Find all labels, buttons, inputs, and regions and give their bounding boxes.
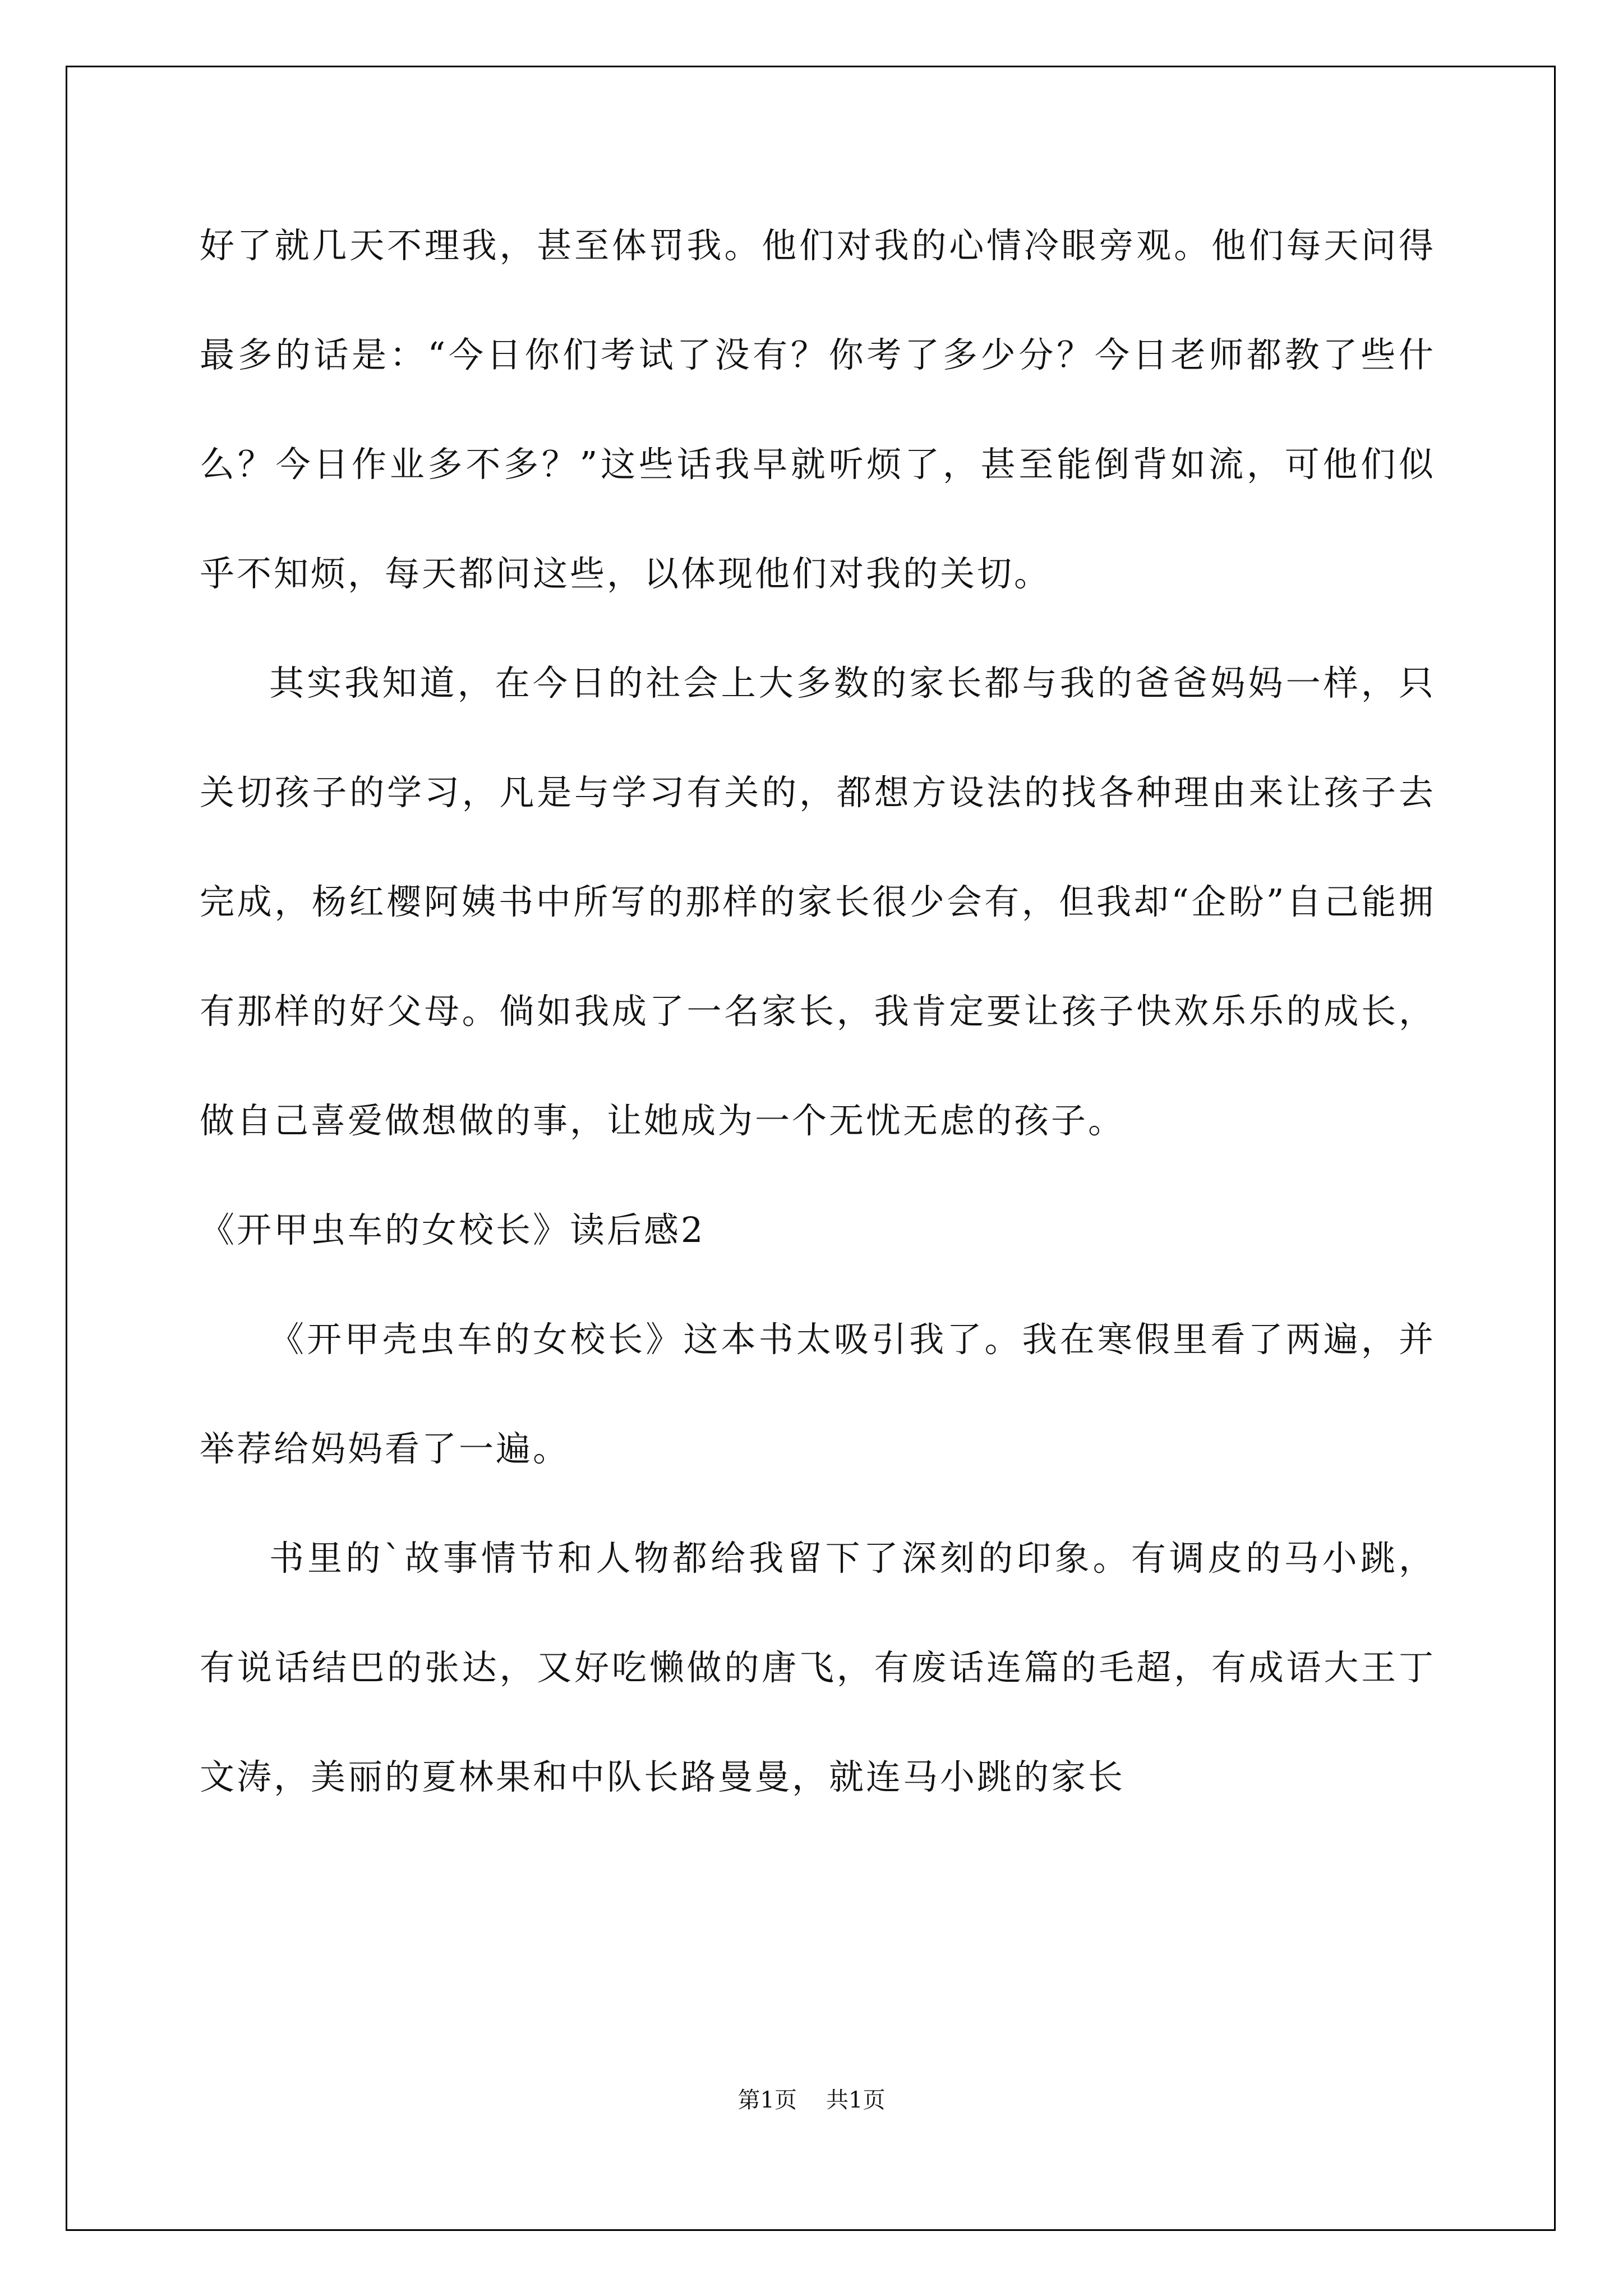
document-body: [200, 191, 1436, 1832]
section-heading: 《开甲虫车的女校长》读后感2: [200, 1209, 706, 1250]
paragraph-4: 书里的`故事情节和人物都给我留下了深刻的印象。有调皮的马小跳，有说话结巴的张达，又好吃懒做的唐飞，有废话连篇的毛超，有成语大王丁文涛，美丽的夏林果和中队长路曼曼，就连马小跳的家长: [200, 1538, 1436, 1797]
paragraph-1: 好了就几天不理我，甚至体罚我。他们对我的心情冷眼旁观。他们每天问得最多的话是：“今日你们考试了没有？你考了多少分？今日老师都教了些什么？今日作业多不多？”这些话我早就听烦了，甚至能倒背如流，可他们似乎不知烦，每天都问这些，以体现他们对我的关切。: [200, 225, 1436, 594]
paragraph-3: 《开甲壳虫车的女校长》这本书太吸引我了。我在寒假里看了两遍，并举荐给妈妈看了一遍。: [200, 1319, 1436, 1469]
page-footer: [0, 2082, 1623, 2114]
page-number: 第1页: [737, 2087, 797, 2113]
page-total: 共1页: [826, 2087, 886, 2113]
paragraph-2: 其实我知道，在今日的社会上大多数的家长都与我的爸爸妈妈一样，只关切孩子的学习，凡是与学习有关的，都想方设法的找各种理由来让孩子去完成，杨红樱阿姨书中所写的那样的家长很少会有，但我却“企盼”自己能拥有那样的好父母。倘如我成了一名家长，我肯定要让孩子快欢乐乐的成长，做自己喜爱做想做的事，让她成为一个无忧无虑的孩子。: [200, 662, 1436, 1141]
